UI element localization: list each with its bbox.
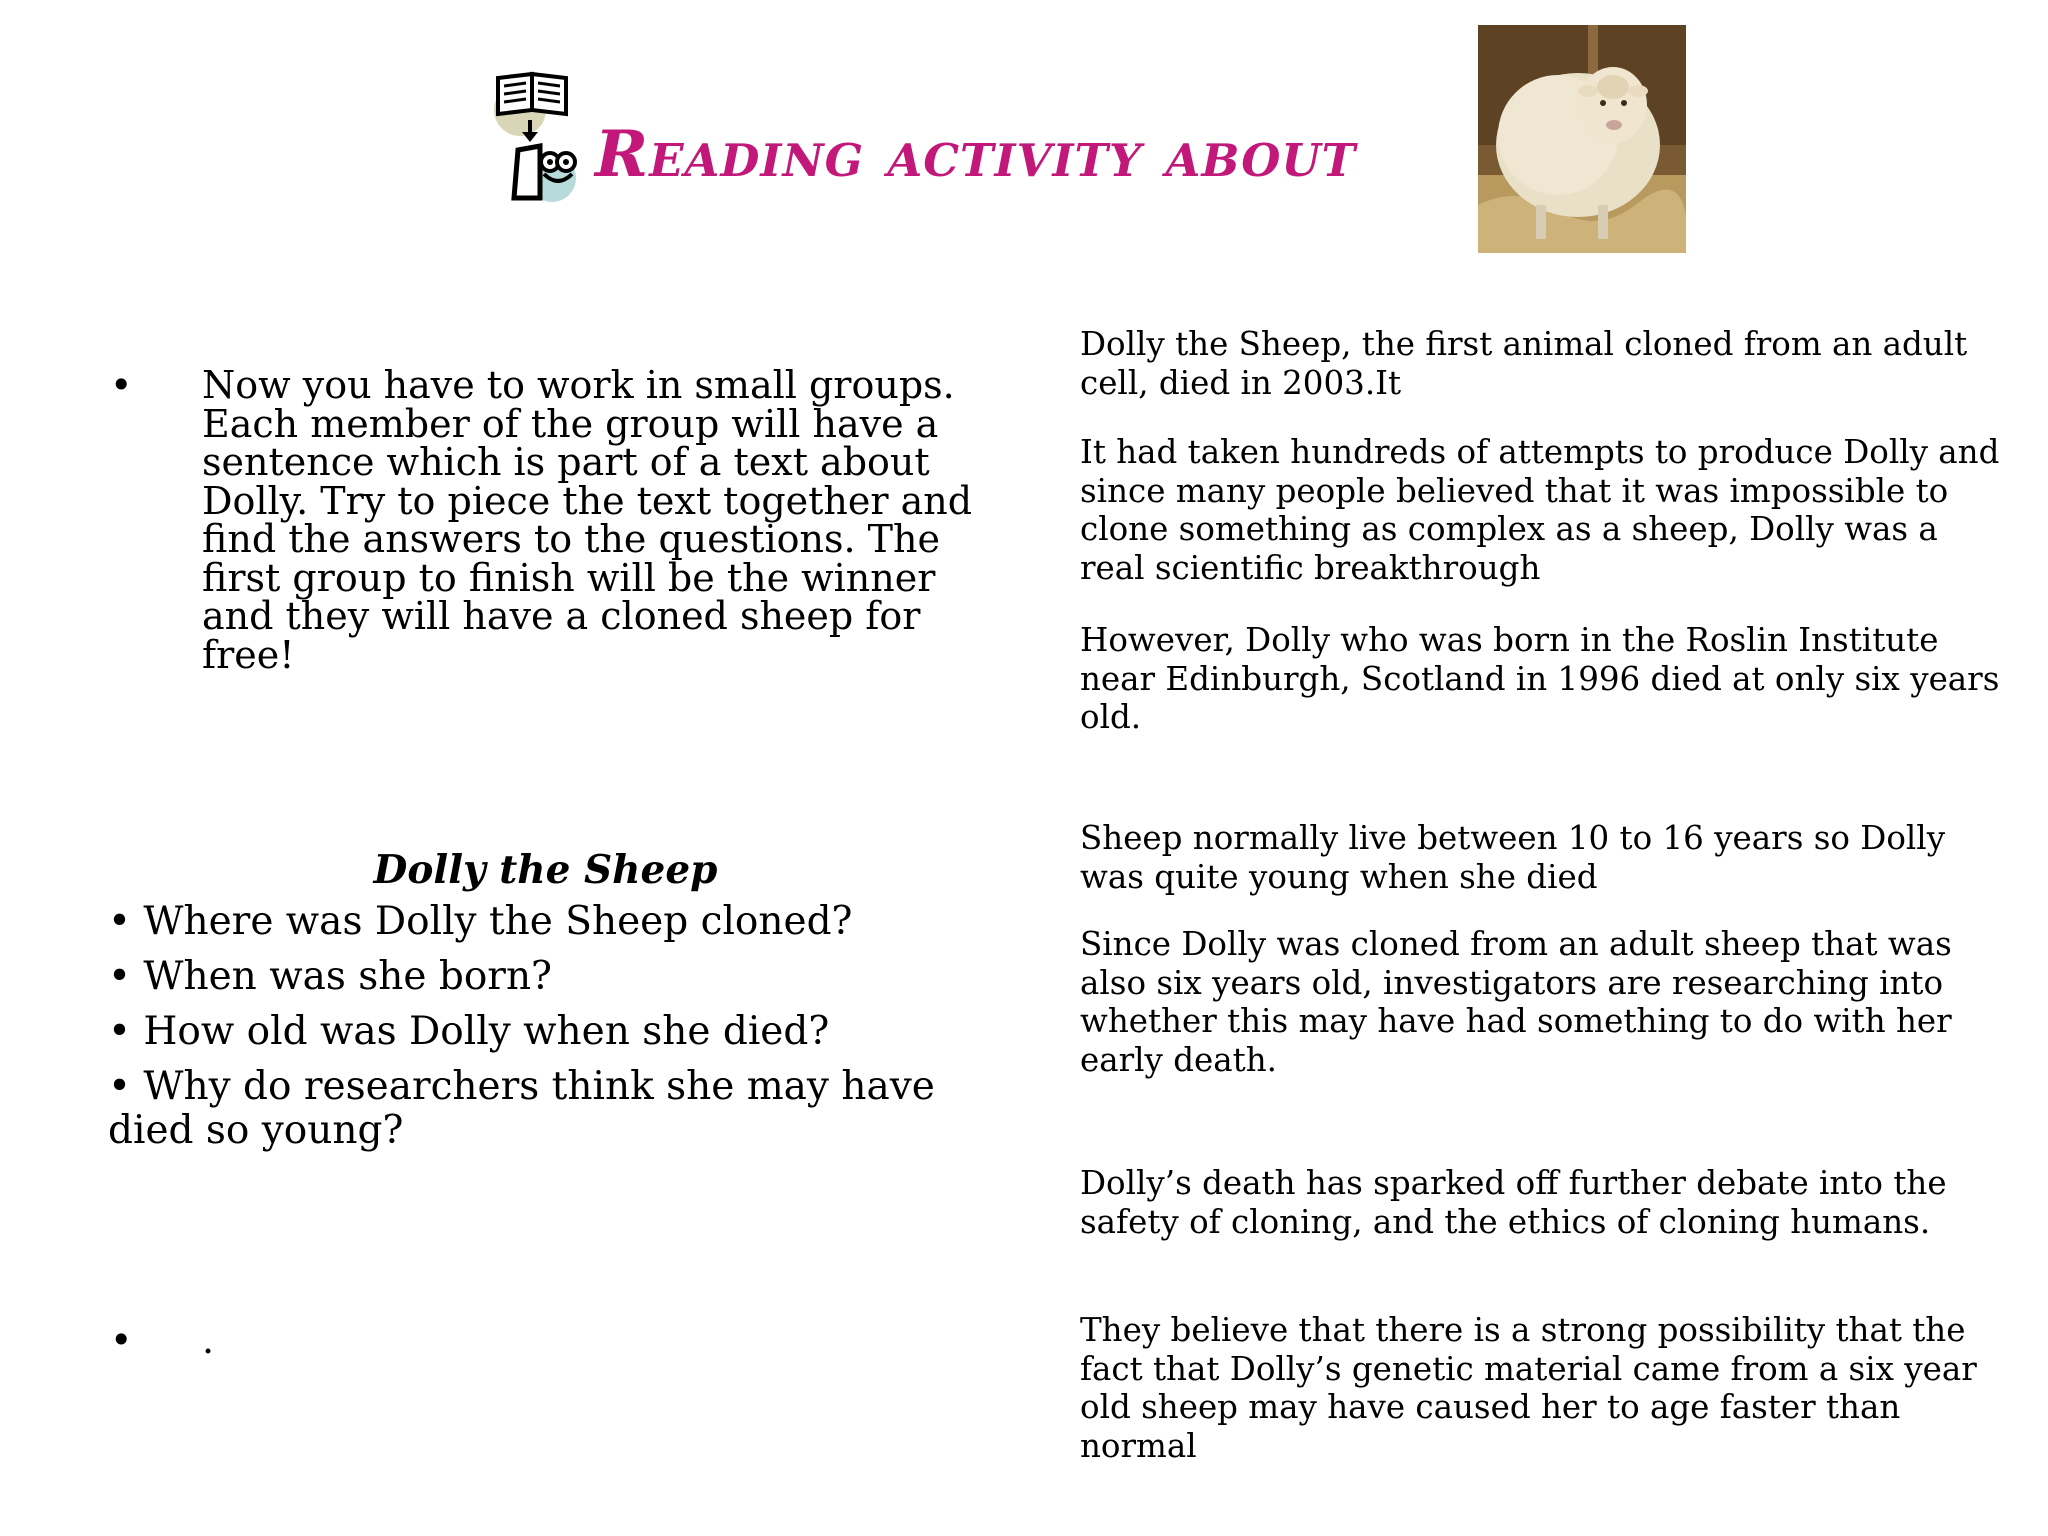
question-item: • How old was Dolly when she died? [108, 1009, 830, 1054]
text-piece: Dolly the Sheep, the first animal cloned from an adult cell, died in 2003.It [1080, 325, 1968, 402]
questions-heading: Dolly the Sheep [373, 847, 718, 893]
empty-bullet [110, 1318, 410, 1362]
text-piece: Dolly’s death has sparked off further debate into the safety of cloning, and the ethics of cloning humans. [1080, 1164, 1947, 1241]
bullet-icon: • [110, 363, 133, 407]
question-item: • Where was Dolly the Sheep cloned? [108, 899, 853, 944]
questions-list [108, 900, 978, 1164]
empty-bullet-text: . [202, 1318, 215, 1362]
text-piece: However, Dolly who was born in the Roslin Institute near Edinburgh, Scotland in 1996 died at only six years old. [1080, 621, 2000, 736]
text-piece: Sheep normally live between 10 to 16 years so Dolly was quite young when she died [1080, 819, 1946, 896]
text-piece: It had taken hundreds of attempts to produce Dolly and since many people believed that it was impossible to clone something as complex as a sheep, Dolly was a real scientific breakthrough [1080, 433, 2000, 587]
instructions-text: Now you have to work in small groups. Each member of the group will have a sentence which is part of a text about Dolly. Try to piece the text together and find the answers to the questions. The first group to finish will be the winner and they will have a cloned sheep for free! [202, 363, 973, 677]
dolly-sheep-photo [1478, 25, 1686, 253]
instructions [110, 363, 990, 677]
book-reader-icon [490, 70, 590, 210]
page-title: Reading activity about [595, 117, 1357, 192]
question-item: • Why do researchers think she may have died so young? [108, 1064, 935, 1153]
bullet-icon: • [110, 1318, 133, 1362]
text-piece: They believe that there is a strong possibility that the fact that Dolly’s genetic material came from a six year old sheep may have caused her to age faster than normal [1080, 1311, 1977, 1465]
text-piece: Since Dolly was cloned from an adult sheep that was also six years old, investigators are researching into whether this may have had something to do with her early death. [1080, 925, 1952, 1079]
question-item: • When was she born? [108, 954, 552, 999]
